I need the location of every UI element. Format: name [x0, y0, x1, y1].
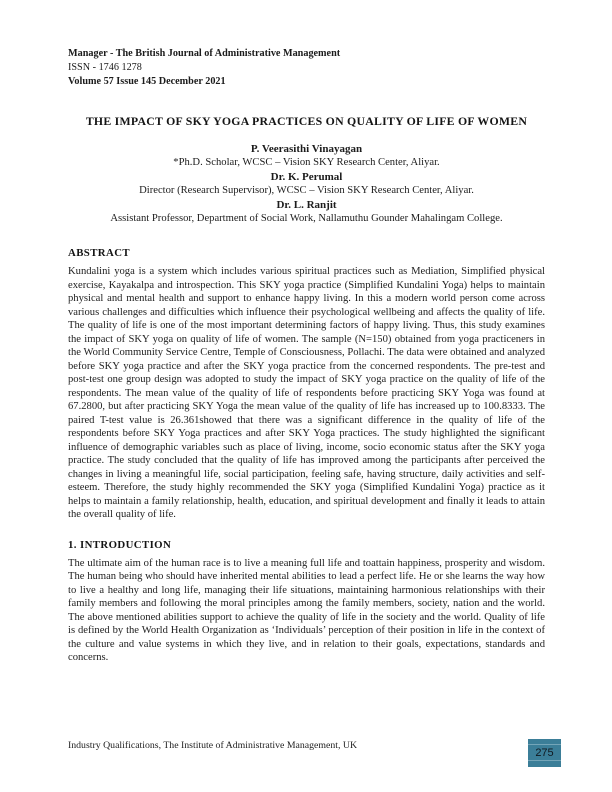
author-block	[68, 142, 545, 226]
author-name-1: P. Veerasithi Vinayagan	[250, 143, 363, 155]
footer-text: Industry Qualifications, The Institute of Administrative Management, UK	[68, 740, 358, 751]
page-number: 275	[528, 744, 561, 761]
journal-volume-issue: Volume 57 Issue 145 December 2021	[68, 76, 226, 87]
introduction-heading: 1. INTRODUCTION	[68, 538, 172, 551]
journal-header	[68, 0, 545, 89]
author-name-3: Dr. L. Ranjit	[276, 199, 337, 211]
page-number-badge	[528, 739, 561, 767]
journal-name: Manager - The British Journal of Administrative Management	[68, 48, 341, 59]
abstract-text: Kundalini yoga is a system which includes various spiritual practices such as Mediation, Simplified physical exercise, Kayakalpa and introspection. This SKY yoga practice (Simplified Kundalini Yoga) helps to maintain physical and mental health and support to enhance happy living. In this a modern world person come across various challenges and difficulties which influence their psychological wellbeing and affects the quality of life. The quality of life is one of the most important determining factors of happy living. Thus, this study examines the impact of SKY yoga on quality of life of women. The sample (N=150) obtained from yoga practiceners in the World Community Service Centre, Temple of Consciousness, Pollachi. The data were obtained and analyzed before SKY yoga practice and after the SKY yoga practice from the concerned respondents. The pre-test and post-test one group design was adopted to study the impact of SKY yoga practice on the quality of life of the respondents. The mean value of the quality of life of respondents before practicing SKY Yoga was found at 67.2800, but after practicing SKY Yoga the mean value of the quality of life has increased up to 100.8333. The paired T-test value is 26.361showed that there was a significant difference in the quality of life of the respondents before SKY Yoga practices and after SKY Yoga practices. The study highlighted the significant influence of demographic variables such as place of living, income, socio economic status after the SKY yoga practice. The study concluded that the quality of life has improved among the participants after perceived the changes in living a meaningful life, social participation, feeling safe, having structure, daily activities and self-esteem. Therefore, the study highly recommended the SKY yoga (Simplified Kundalini Yoga) practice as it helps to maintain a family relationship, health, education, and spiritual development and finally it leads to attain the overall quality of life.	[68, 266, 545, 520]
introduction-text: The ultimate aim of the human race is to live a meaning full life and toattain happiness, prosperity and wisdom. The human being who should have inherited mental abilities to lead a perfect life. He or she learns the way how to live a healthy and long life, managing their life situations, maintaining harmonious relationships with their family members and following the moral principles among the family members, society, nation and the world. The above mentioned abilities support to achieve the quality of life in the society and the world. Quality of life is defined by the World Health Organization as ‘Individuals’ perception of their position in life in the context of the culture and value systems in which they live, and in relation to their goals, expectations, standards and concerns.	[68, 557, 545, 663]
introduction-section	[68, 539, 545, 665]
abstract-heading: ABSTRACT	[68, 247, 130, 259]
author-affiliation-2: Director (Research Supervisor), WCSC – Vision SKY Research Center, Aliyar.	[139, 185, 474, 196]
article-title: THE IMPACT OF SKY YOGA PRACTICES ON QUALITY OF LIFE OF WOMEN	[85, 114, 528, 128]
abstract-section	[68, 247, 545, 522]
journal-issn: ISSN - 1746 1278	[68, 62, 142, 73]
author-name-2: Dr. K. Perumal	[270, 171, 343, 183]
author-affiliation-1: *Ph.D. Scholar, WCSC – Vision SKY Research Center, Aliyar.	[173, 157, 440, 168]
author-affiliation-3: Assistant Professor, Department of Social Work, Nallamuthu Gounder Mahalingam College.	[110, 213, 503, 224]
